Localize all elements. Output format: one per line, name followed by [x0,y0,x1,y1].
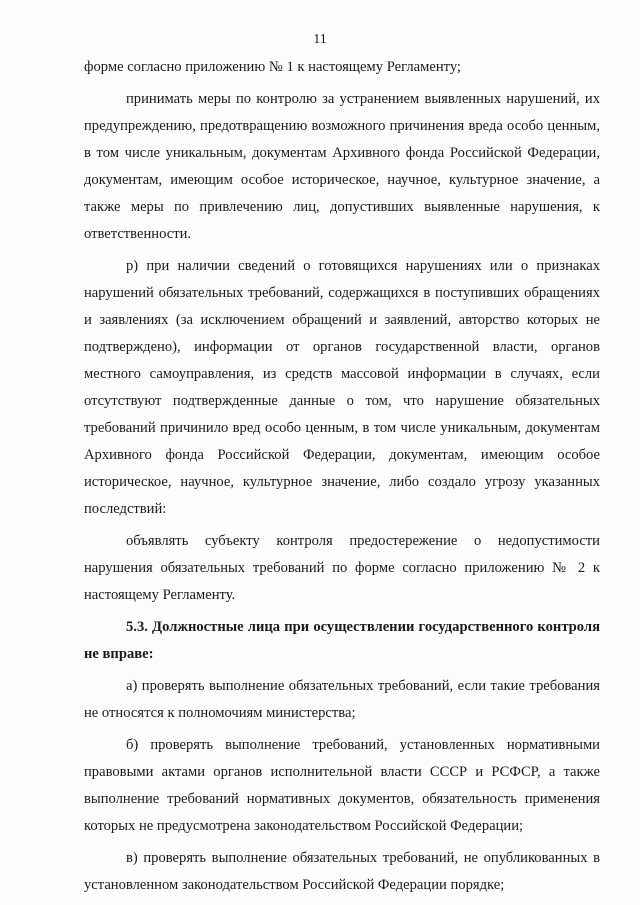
paragraph-item-r: р) при наличии сведений о готовящихся нарушениях или о признаках нарушений обязательных требований, содержащихся в поступивших обращениях и заявлениях (за исключением обращений и заявлений, авторство которых не подтверждено), информации от органов государственной власти, органов местного самоуправления, из средств массовой информации в случаях, если отсутствуют подтвержденные данные о том, что нарушение обязательных требований причинило вред особо ценным, в том числе уникальным, документам Архивного фонда Российской Федерации, документам, имеющим особое историческое, научное, культурное значение, либо создало угрозу указанных последствий: [84,258,600,517]
paragraph-continuation: форме согласно приложению № 1 к настоящему Регламенту; [84,59,461,75]
paragraph-item-a: а) проверять выполнение обязательных требований, если такие требования не относятся к полномочиям министерства; [84,678,600,721]
paragraph-item-b: б) проверять выполнение требований, установленных нормативными правовыми актами органов исполнительной власти СССР и РСФСР, а также выполнение требований нормативных документов, обязательность применения которых не предусмотрена законодательством Российской Федерации; [84,737,600,834]
section-heading-5-3: 5.3. Должностные лица при осуществлении государственного контроля не вправе: [84,619,600,662]
paragraph-measures: принимать меры по контролю за устранением выявленных нарушений, их предупреждению, предотвращению возможного причинения вреда особо ценным, в том числе уникальным, документам Архивного фонда Российской Федерации, документам, имеющим особое историческое, научное, культурное значение, а также меры по привлечению лиц, допустивших выявленные нарушения, к ответственности. [84,91,600,242]
paragraph-warning: объявлять субъекту контроля предостережение о недопустимости нарушения обязательных требований по форме согласно приложению № 2 к настоящему Регламенту. [84,533,600,603]
page-number: 11 [313,32,327,47]
paragraph-item-v: в) проверять выполнение обязательных требований, не опубликованных в установленном законодательством Российской Федерации порядке; [84,850,600,893]
document-body [84,54,600,904]
